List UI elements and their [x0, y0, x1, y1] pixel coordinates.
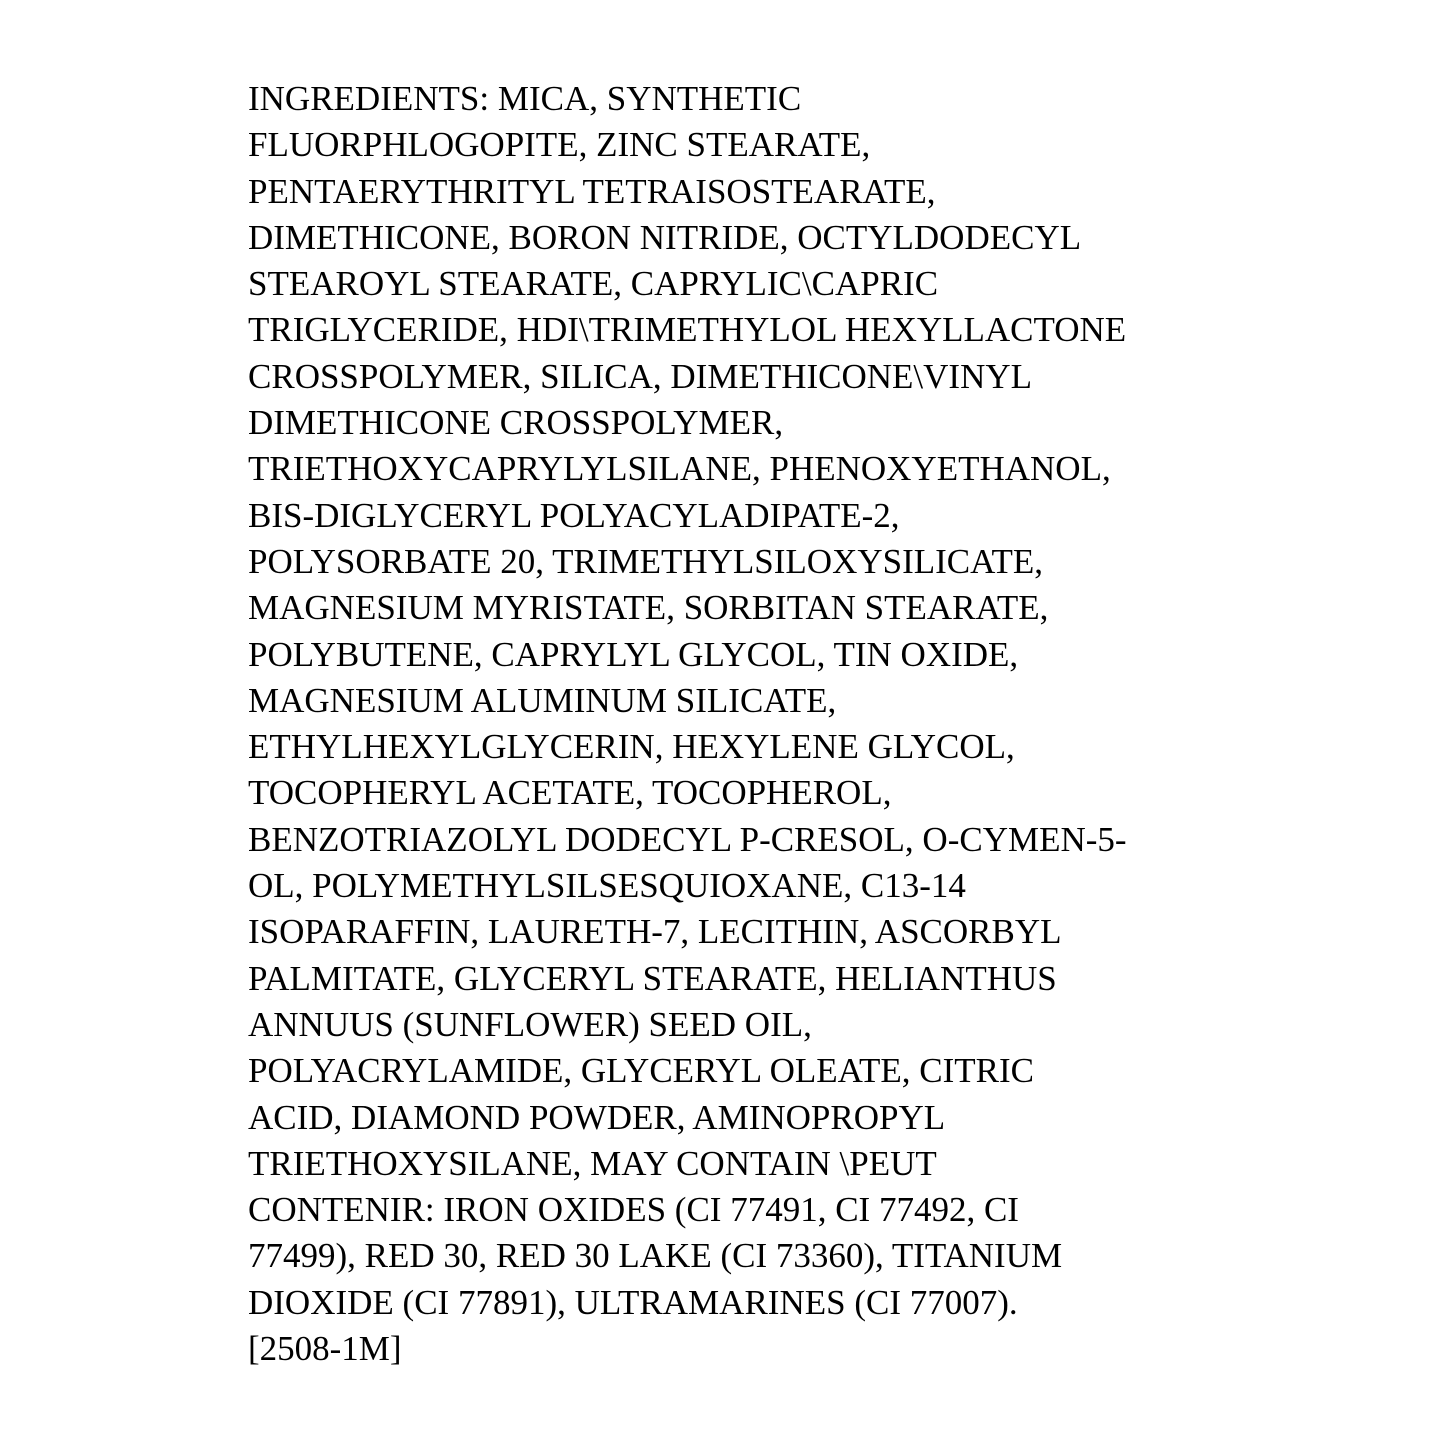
- ingredients-line: PENTAERYTHRITYL TETRAISOSTEARATE,: [248, 171, 936, 211]
- ingredients-line: DIMETHICONE CROSSPOLYMER,: [248, 403, 784, 443]
- ingredients-line: CROSSPOLYMER, SILICA, DIMETHICONE\VINYL: [248, 356, 1033, 396]
- ingredients-line: 77499), RED 30, RED 30 LAKE (CI 73360), TITANIUM: [248, 1236, 1063, 1276]
- ingredients-line: ACID, DIAMOND POWDER, AMINOPROPYL: [248, 1097, 946, 1137]
- ingredients-line: TRIETHOXYSILANE, MAY CONTAIN \PEUT: [248, 1143, 937, 1183]
- ingredients-line: INGREDIENTS: MICA, SYNTHETIC: [248, 79, 802, 118]
- ingredients-line: PALMITATE, GLYCERYL STEARATE, HELIANTHUS: [248, 958, 1057, 998]
- ingredients-line: TRIETHOXYCAPRYLYLSILANE, PHENOXYETHANOL,: [248, 449, 1111, 489]
- ingredients-line: POLYBUTENE, CAPRYLYL GLYCOL, TIN OXIDE,: [248, 634, 1019, 674]
- ingredients-line: DIMETHICONE, BORON NITRIDE, OCTYLDODECYL: [248, 217, 1082, 257]
- ingredients-line: POLYSORBATE 20, TRIMETHYLSILOXYSILICATE,: [248, 541, 1044, 581]
- ingredients-line: ISOPARAFFIN, LAURETH-7, LECITHIN, ASCORBYL: [248, 912, 1062, 952]
- ingredients-line: DIOXIDE (CI 77891), ULTRAMARINES (CI 77007).: [248, 1282, 1018, 1322]
- ingredients-line: CONTENIR: IRON OXIDES (CI 77491, CI 77492, CI: [248, 1190, 1019, 1230]
- batch-code: [2508-1M]: [248, 1329, 402, 1369]
- ingredients-line: BENZOTRIAZOLYL DODECYL P-CRESOL, O-CYMEN-5-: [248, 819, 1127, 859]
- ingredients-line: MAGNESIUM MYRISTATE, SORBITAN STEARATE,: [248, 588, 1049, 628]
- ingredients-line: MAGNESIUM ALUMINUM SILICATE,: [248, 680, 837, 720]
- ingredients-line: ANNUUS (SUNFLOWER) SEED OIL,: [248, 1004, 812, 1044]
- ingredients-line: ETHYLHEXYLGLYCERIN, HEXYLENE GLYCOL,: [248, 727, 1015, 767]
- ingredients-line: POLYACRYLAMIDE, GLYCERYL OLEATE, CITRIC: [248, 1051, 1034, 1091]
- ingredients-line: TRIGLYCERIDE, HDI\TRIMETHYLOL HEXYLLACTONE: [248, 310, 1127, 350]
- ingredients-list: [248, 76, 1228, 1372]
- ingredients-line: OL, POLYMETHYLSILSESQUIOXANE, C13-14: [248, 866, 966, 906]
- ingredients-line: FLUORPHLOGOPITE, ZINC STEARATE,: [248, 125, 871, 165]
- ingredients-line: STEAROYL STEARATE, CAPRYLIC\CAPRIC: [248, 264, 939, 304]
- ingredients-line: BIS-DIGLYCERYL POLYACYLADIPATE-2,: [248, 495, 900, 535]
- ingredients-line: TOCOPHERYL ACETATE, TOCOPHEROL,: [248, 773, 892, 813]
